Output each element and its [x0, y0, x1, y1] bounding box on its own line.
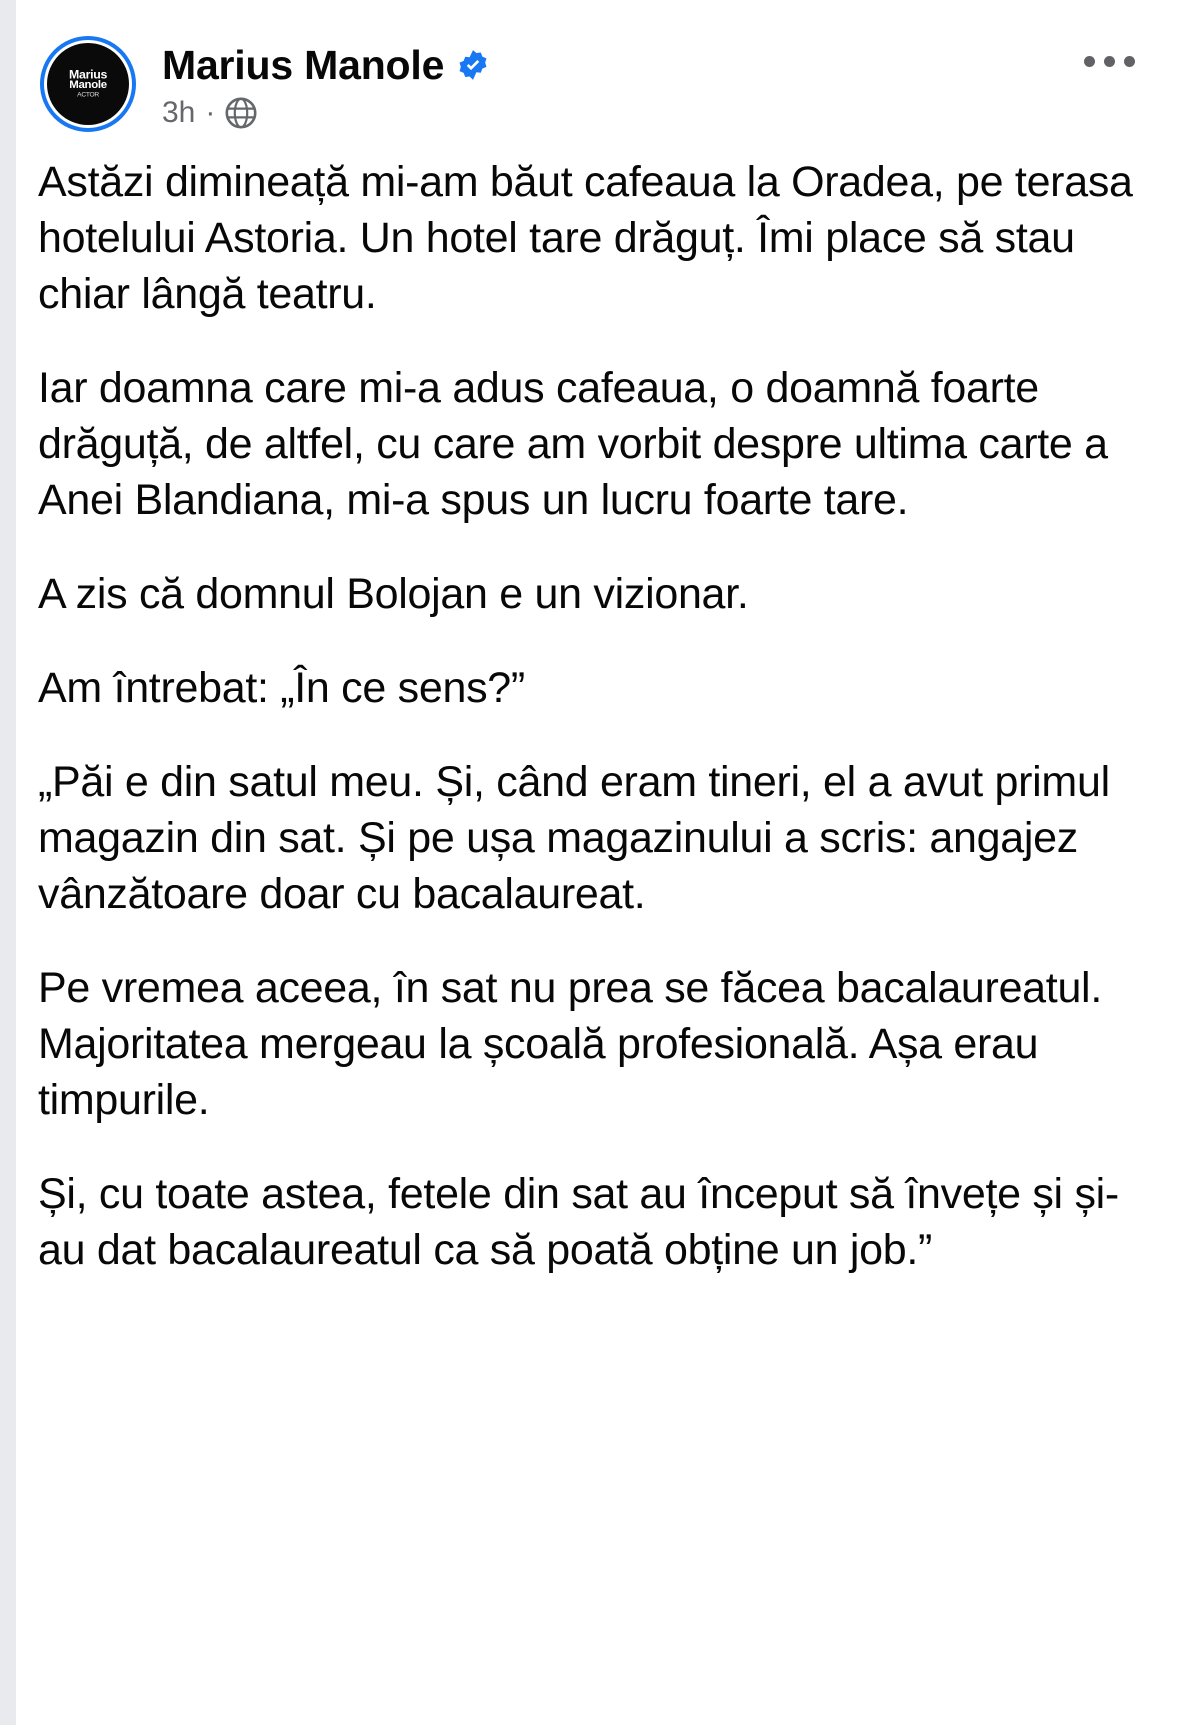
- post-paragraph: Iar doamna care mi-a adus cafeaua, o doamnă foarte drăguță, de altfel, cu care am vorbit despre ultima carte a Anei Blandiana, mi-a spus un lucru foarte tare.: [38, 364, 1108, 524]
- post-meta: [162, 96, 490, 130]
- verified-badge-icon: [456, 48, 490, 82]
- post-paragraph: Și, cu toate astea, fetele din sat au început să învețe și și-au dat bacalaureatul ca să poată obține un job.”: [38, 1170, 1119, 1274]
- post-paragraph: Am întrebat: „În ce sens?”: [38, 664, 525, 712]
- avatar-text-line1: Marius: [68, 66, 108, 81]
- avatar-text-line2: Manole: [69, 76, 107, 91]
- dot-2: [1104, 56, 1115, 67]
- globe-icon[interactable]: [225, 97, 257, 129]
- left-gutter: [0, 0, 16, 1725]
- dot-3: [1124, 56, 1135, 67]
- author-row: [162, 42, 490, 88]
- post-paragraph: „Păi e din satul meu. Și, când eram tineri, el a avut primul magazin din sat. Și pe ușa magazinului a scris: angajez vânzătoare doar cu bacalaureat.: [38, 758, 1110, 918]
- avatar-image: [47, 43, 129, 125]
- post-timestamp[interactable]: 3h: [162, 96, 196, 129]
- post-header: [16, 0, 1179, 132]
- author-name[interactable]: Marius Manole: [162, 42, 445, 88]
- post-message: [16, 132, 1179, 1278]
- dot-1: [1084, 56, 1095, 67]
- post-paragraph: Astăzi dimineață mi-am băut cafeaua la Oradea, pe terasa hotelului Astoria. Un hotel tare drăguț. Îmi place să stau chiar lângă teatru.: [38, 158, 1133, 318]
- post-header-text: [162, 36, 490, 130]
- post-paragraph: A zis că domnul Bolojan e un vizionar.: [38, 570, 749, 618]
- post-card: [16, 0, 1179, 1725]
- avatar[interactable]: [40, 36, 136, 132]
- post-paragraph: Pe vremea aceea, în sat nu prea se făcea bacalaureatul. Majoritatea mergeau la școală profesională. Așa erau timpurile.: [38, 964, 1102, 1124]
- avatar-monogram: [69, 68, 107, 99]
- avatar-text-line3: ACTOR: [77, 91, 99, 98]
- meta-separator: ·: [205, 96, 216, 129]
- more-options-button[interactable]: [1074, 46, 1145, 77]
